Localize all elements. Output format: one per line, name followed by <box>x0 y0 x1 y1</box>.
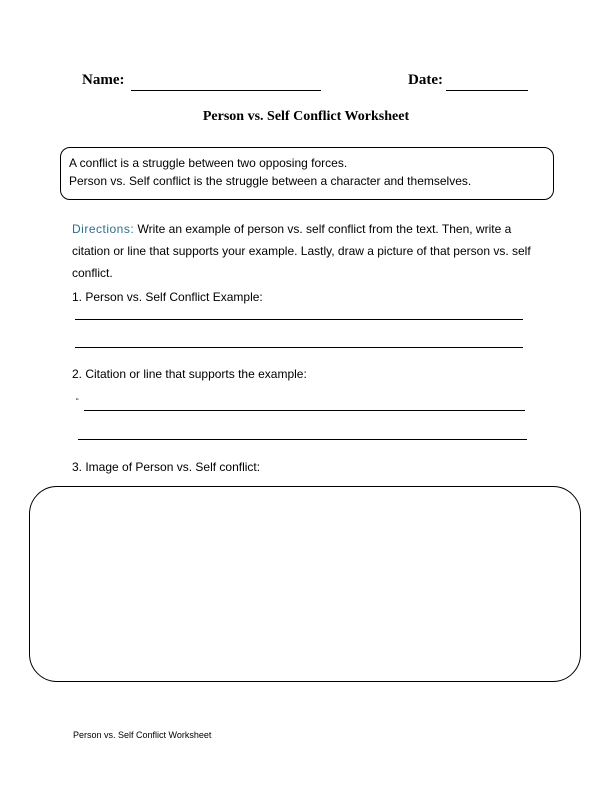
directions-text: Write an example of person vs. self conflict from the text. Then, write a citation or line that supports your example. Lastly, draw a picture of that person vs. self conflict. <box>72 222 531 280</box>
definition-line-1: A conflict is a struggle between two opposing forces. <box>69 156 348 170</box>
answer-line-1b[interactable] <box>75 347 523 348</box>
definition-line-2: Person vs. Self conflict is the struggle between a character and themselves. <box>69 174 472 188</box>
name-field-line[interactable] <box>131 90 321 91</box>
directions <box>72 218 542 284</box>
name-label: Name: <box>82 72 125 88</box>
answer-line-1a[interactable] <box>75 319 523 320</box>
quote-mark: “ <box>76 397 79 406</box>
definition-box <box>60 147 554 200</box>
worksheet-title: Person vs. Self Conflict Worksheet <box>202 109 410 124</box>
date-field-line[interactable] <box>446 90 528 91</box>
footer: Person vs. Self Conflict Worksheet <box>73 730 212 740</box>
drawing-box[interactable] <box>29 486 581 682</box>
question-1-label: 1. Person vs. Self Conflict Example: <box>72 290 263 304</box>
answer-line-2a[interactable] <box>84 410 525 411</box>
question-2-label: 2. Citation or line that supports the example: <box>72 367 307 381</box>
directions-label: Directions: <box>72 222 135 236</box>
date-label: Date: <box>408 72 443 88</box>
question-3-label: 3. Image of Person vs. Self conflict: <box>72 460 261 474</box>
answer-line-2b[interactable] <box>78 439 527 440</box>
header <box>0 72 612 94</box>
